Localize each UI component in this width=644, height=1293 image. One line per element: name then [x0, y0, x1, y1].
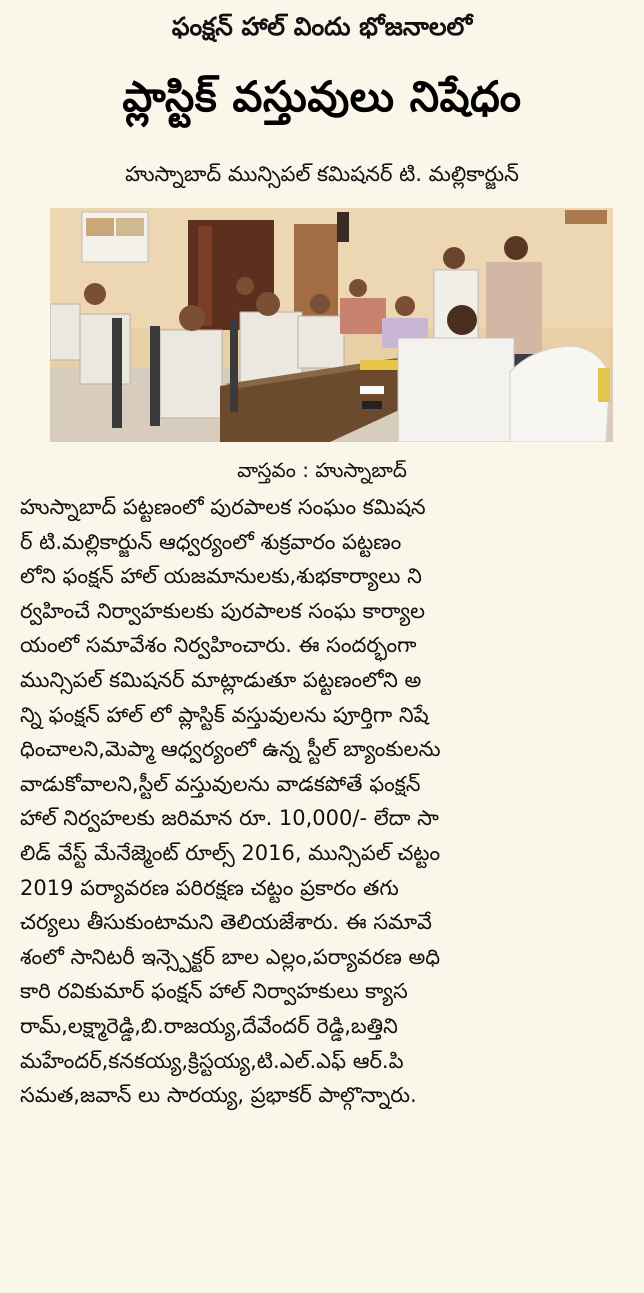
body-line: శంలో సానిటరీ ఇన్స్పెక్టర్ బాల ఎల్లం,పర్యావరణ అధి	[20, 944, 441, 969]
body-line: రామ్,లక్ష్మారెడ్డి,బి.రాజయ్య,దేవేందర్ రెడ్డి,బత్తిని	[20, 1013, 398, 1038]
body-line: వాడుకోవాలని,స్టీల్ వస్తువులను వాడకపోతే ఫంక్షన్	[20, 771, 421, 796]
meeting-photo	[50, 208, 613, 442]
article-byline: హుస్నాబాద్ మున్సిపల్ కమిషనర్ టి. మల్లికార్జున్	[125, 162, 519, 186]
body-line: లిడ్ వేస్ట్ మేనేజ్మెంట్ రూల్స్ 2016, మున్సిపల్ చట్టం	[20, 840, 441, 865]
body-line: మున్సిపల్ కమిషనర్ మాట్లాడుతూ పట్టణంలోని అ	[20, 667, 422, 692]
body-line: మహేందర్,కనకయ్య,క్రిస్టయ్య,టి.ఎల్.ఎఫ్ ఆర్.పి	[20, 1048, 404, 1073]
article-kicker: ఫంక్షన్ హాల్ విందు భోజనాలలో	[171, 12, 473, 41]
body-line: ర్ టి.మల్లికార్జున్ ఆధ్వర్యంలో శుక్రవారం పట్టణం	[20, 529, 402, 554]
body-line: సమత,జవాన్ లు సారయ్య, ప్రభాకర్ పాల్గొన్నారు.	[20, 1083, 417, 1108]
body-line: న్ని ఫంక్షన్ హాల్ లో ప్లాస్టిక్ వస్తువులను పూర్తిగా నిషే	[20, 702, 429, 727]
body-line: చర్యలు తీసుకుంటామని తెలియజేశారు. ఈ సమావే	[20, 910, 432, 935]
photo-caption: వాస్తవం : హుస్నాబాద్	[237, 458, 407, 482]
body-line: లోని ఫంక్షన్ హాల్ యజమానులకు,శుభకార్యాలు ని	[20, 564, 422, 589]
body-line: యంలో సమావేశం నిర్వహించారు. ఈ సందర్భంగా	[20, 633, 417, 658]
body-line: 2019 పర్యావరణ పరిరక్షణ చట్టం ప్రకారం తగు	[20, 875, 399, 900]
article-headline: ప్లాస్టిక్ వస్తువులు నిషేధం	[122, 72, 522, 121]
body-line: హుస్నాబాద్ పట్టణంలో పురపాలక సంఘం కమిషన	[20, 495, 426, 519]
body-line: కారి రవికుమార్ ఫంక్షన్ హాల్ నిర్వాహకులు క్యాస	[20, 979, 408, 1004]
body-line: ర్వహించే నిర్వాహకులకు పురపాలక సంఘ కార్యాల	[20, 598, 425, 623]
article-body	[20, 490, 620, 1113]
body-line: ధించాలని,మెప్మా ఆధ్వర్యంలో ఉన్న స్టీల్ బ్యాంకులను	[20, 737, 441, 762]
body-line: హాల్ నిర్వహలకు జరిమాన రూ. 10,000/- లేదా సా	[20, 806, 439, 831]
